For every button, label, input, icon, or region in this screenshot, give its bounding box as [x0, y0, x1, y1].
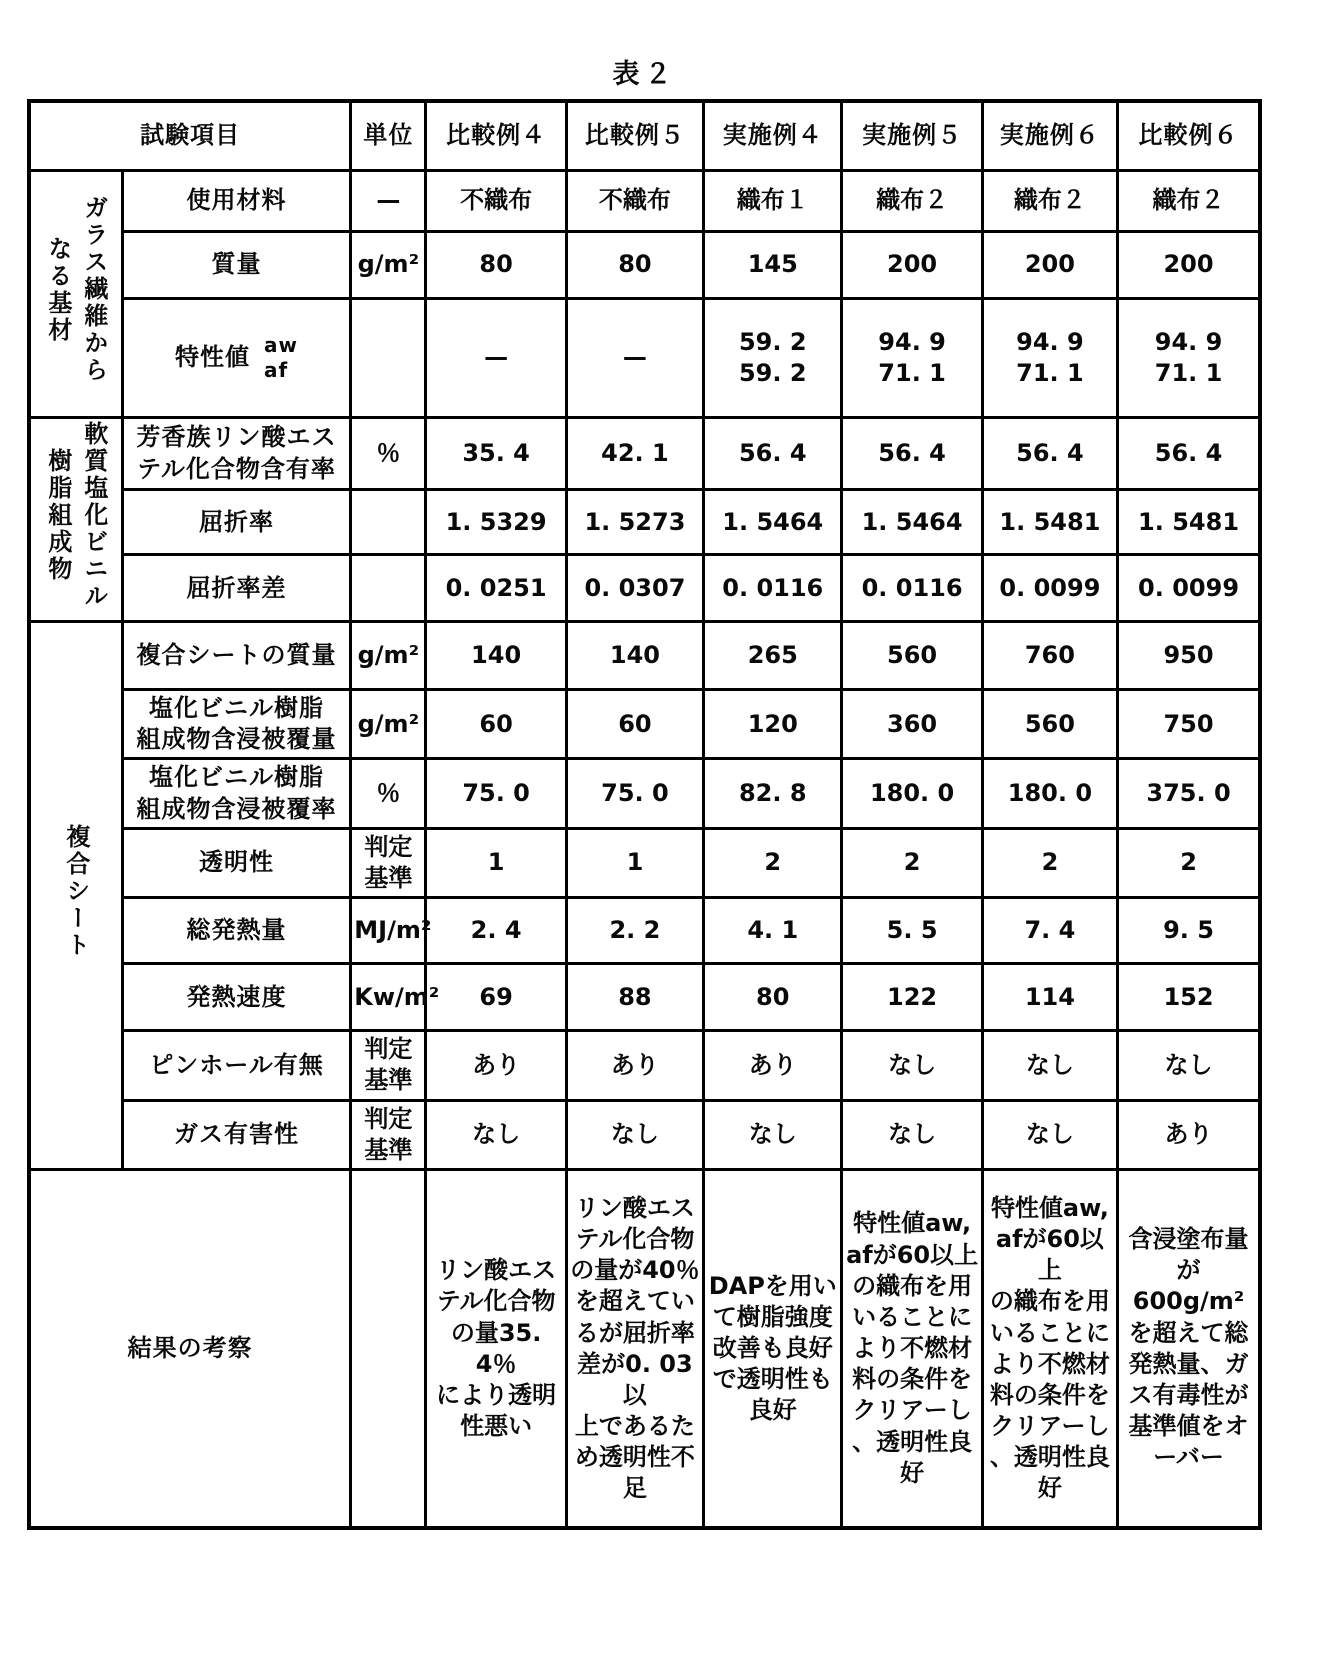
value-cell: 0. 0116	[704, 555, 842, 622]
vertical-text: 複合シート	[61, 823, 90, 959]
unit-cell: —	[351, 170, 426, 231]
comment-cell: 特性値aw, afが60以上 の織布を用 いることに より不燃材 料の条件を クリアーし 、透明性良 好	[842, 1169, 982, 1528]
comment-cell: リン酸エス テル化合物 の量が40％ を超えてい るが屈折率 差が0. 03以 上であるた め透明性不 足	[566, 1169, 703, 1528]
table-row-refractive-index-difference	[29, 555, 1260, 622]
header-col-ex6: 実施例６	[982, 101, 1117, 170]
value-cell: 80	[566, 231, 703, 298]
value-cell: 56. 4	[842, 417, 982, 490]
value-cell: 56. 4	[982, 417, 1117, 490]
value-cell: 200	[982, 231, 1117, 298]
row-label: 透明性	[122, 828, 351, 897]
value-cell: なし	[842, 1100, 982, 1169]
value-cell: あり	[704, 1031, 842, 1100]
value-cell: 122	[842, 964, 982, 1031]
value-cell: 60	[426, 690, 566, 759]
header-row	[29, 101, 1260, 170]
table-row-characteristic-value	[29, 298, 1260, 417]
row-label: 使用材料	[122, 170, 351, 231]
value-cell: 60	[566, 690, 703, 759]
value-cell: なし	[982, 1031, 1117, 1100]
value-cell: 375. 0	[1118, 759, 1260, 828]
unit-cell	[351, 490, 426, 555]
table-row-mass	[29, 231, 1260, 298]
header-col-comp4: 比較例４	[426, 101, 566, 170]
row-label-sub: aw af	[264, 332, 298, 382]
value-cell: 4. 1	[704, 898, 842, 964]
results-table	[27, 99, 1262, 1530]
table-row-composite-sheet-mass	[29, 622, 1260, 690]
value-cell: あり	[426, 1031, 566, 1100]
value-cell: なし	[982, 1100, 1117, 1169]
comment-cell: DAPを用い て樹脂強度 改善も良好 で透明性も 良好	[704, 1169, 842, 1528]
row-label: 屈折率差	[122, 555, 351, 622]
value-cell: 35. 4	[426, 417, 566, 490]
table-row-refractive-index	[29, 490, 1260, 555]
row-label: ピンホール有無	[122, 1031, 351, 1100]
table-row-pvc-coating-amount	[29, 690, 1260, 759]
unit-cell: 判定 基準	[351, 1100, 426, 1169]
table-row-result-discussion	[29, 1169, 1260, 1528]
value-cell: 94. 9 71. 1	[1118, 298, 1260, 417]
value-cell: 2	[842, 828, 982, 897]
group-label-soft-pvc-resin	[29, 417, 122, 621]
value-cell: 75. 0	[426, 759, 566, 828]
value-cell: なし	[704, 1100, 842, 1169]
value-cell: 1. 5464	[842, 490, 982, 555]
value-cell: —	[426, 298, 566, 417]
value-cell: 0. 0251	[426, 555, 566, 622]
value-cell: 9. 5	[1118, 898, 1260, 964]
value-cell: 1. 5273	[566, 490, 703, 555]
header-unit: 単位	[351, 101, 426, 170]
value-cell: 織布２	[982, 170, 1117, 231]
value-cell: 75. 0	[566, 759, 703, 828]
value-cell: 88	[566, 964, 703, 1031]
value-cell: —	[566, 298, 703, 417]
table-row-total-heat-release	[29, 898, 1260, 964]
value-cell: 2. 2	[566, 898, 703, 964]
value-cell: なし	[842, 1031, 982, 1100]
value-cell: 0. 0307	[566, 555, 703, 622]
value-cell: 1. 5329	[426, 490, 566, 555]
value-cell: 1. 5481	[1118, 490, 1260, 555]
value-cell: なし	[1118, 1031, 1260, 1100]
value-cell: 不織布	[426, 170, 566, 231]
vertical-text: ガラス繊維から なる基材	[43, 195, 108, 385]
unit-cell: g/m²	[351, 690, 426, 759]
header-col-comp5: 比較例５	[566, 101, 703, 170]
value-cell: 1. 5464	[704, 490, 842, 555]
table-row-gas-toxicity	[29, 1100, 1260, 1169]
value-cell: 0. 0099	[982, 555, 1117, 622]
value-cell: 760	[982, 622, 1117, 690]
value-cell: 1	[566, 828, 703, 897]
comment-cell: 含浸塗布量 が600g/m² を超えて総 発熱量、ガ ス有毒性が 基準値をオ ーバー	[1118, 1169, 1260, 1528]
value-cell: 0. 0099	[1118, 555, 1260, 622]
value-cell: 織布２	[1118, 170, 1260, 231]
value-cell: なし	[566, 1100, 703, 1169]
value-cell: 200	[1118, 231, 1260, 298]
value-cell: 80	[426, 231, 566, 298]
table-row-pvc-coating-rate	[29, 759, 1260, 828]
value-cell: 82. 8	[704, 759, 842, 828]
footer-label: 結果の考察	[29, 1169, 351, 1528]
value-cell: 360	[842, 690, 982, 759]
value-cell: 2	[982, 828, 1117, 897]
value-cell: 2	[704, 828, 842, 897]
table-row-phosphate-content	[29, 417, 1260, 490]
row-label: ガス有害性	[122, 1100, 351, 1169]
value-cell: 120	[704, 690, 842, 759]
unit-cell	[351, 298, 426, 417]
table-row-material	[29, 170, 1260, 231]
vertical-text: 軟質塩化ビニル 樹脂組成物	[43, 420, 108, 610]
row-label	[122, 298, 351, 417]
value-cell: あり	[1118, 1100, 1260, 1169]
row-label: 塩化ビニル樹脂 組成物含浸被覆量	[122, 690, 351, 759]
value-cell: 80	[704, 964, 842, 1031]
unit-cell: MJ/m²	[351, 898, 426, 964]
header-col-ex5: 実施例５	[842, 101, 982, 170]
value-cell: 2. 4	[426, 898, 566, 964]
value-cell: 560	[842, 622, 982, 690]
table-row-heat-release-rate	[29, 964, 1260, 1031]
unit-cell: ％	[351, 417, 426, 490]
row-label: 総発熱量	[122, 898, 351, 964]
value-cell: 265	[704, 622, 842, 690]
table-row-pinhole	[29, 1031, 1260, 1100]
value-cell: 94. 9 71. 1	[982, 298, 1117, 417]
value-cell: 950	[1118, 622, 1260, 690]
value-cell: 42. 1	[566, 417, 703, 490]
page-title: 表２	[612, 59, 677, 90]
value-cell: 56. 4	[1118, 417, 1260, 490]
value-cell: 140	[566, 622, 703, 690]
unit-cell: Kw/m²	[351, 964, 426, 1031]
value-cell: 152	[1118, 964, 1260, 1031]
row-label: 芳香族リン酸エス テル化合物含有率	[122, 417, 351, 490]
row-label: 塩化ビニル樹脂 組成物含浸被覆率	[122, 759, 351, 828]
group-label-glass-fiber-substrate	[29, 170, 122, 417]
unit-cell	[351, 555, 426, 622]
row-label: 屈折率	[122, 490, 351, 555]
value-cell: 180. 0	[982, 759, 1117, 828]
value-cell: 56. 4	[704, 417, 842, 490]
value-cell: 織布２	[842, 170, 982, 231]
row-label-text: 特性値	[175, 343, 250, 372]
unit-cell: 判定 基準	[351, 1031, 426, 1100]
value-cell: 140	[426, 622, 566, 690]
value-cell: 94. 9 71. 1	[842, 298, 982, 417]
value-cell: 1. 5481	[982, 490, 1117, 555]
row-label: 複合シートの質量	[122, 622, 351, 690]
value-cell: 180. 0	[842, 759, 982, 828]
value-cell: 織布１	[704, 170, 842, 231]
unit-cell: ％	[351, 759, 426, 828]
unit-cell: g/m²	[351, 231, 426, 298]
value-cell: なし	[426, 1100, 566, 1169]
comment-cell: リン酸エス テル化合物 の量35. 4％ により透明 性悪い	[426, 1169, 566, 1528]
unit-cell: 判定 基準	[351, 828, 426, 897]
value-cell: 2	[1118, 828, 1260, 897]
value-cell: 560	[982, 690, 1117, 759]
group-label-composite-sheet	[29, 622, 122, 1170]
value-cell: 59. 2 59. 2	[704, 298, 842, 417]
unit-cell: g/m²	[351, 622, 426, 690]
header-col-comp6: 比較例６	[1118, 101, 1260, 170]
label-with-subscript	[126, 333, 348, 383]
value-cell: 不織布	[566, 170, 703, 231]
value-cell: 750	[1118, 690, 1260, 759]
value-cell: 145	[704, 231, 842, 298]
table-row-transparency	[29, 828, 1260, 897]
header-test-item: 試験項目	[29, 101, 351, 170]
row-label: 質量	[122, 231, 351, 298]
comment-cell: 特性値aw, afが60以上 の織布を用 いることに より不燃材 料の条件を クリアーし 、透明性良 好	[982, 1169, 1117, 1528]
row-label: 発熱速度	[122, 964, 351, 1031]
value-cell: あり	[566, 1031, 703, 1100]
header-col-ex4: 実施例４	[704, 101, 842, 170]
unit-cell-empty	[351, 1169, 426, 1528]
value-cell: 0. 0116	[842, 555, 982, 622]
value-cell: 200	[842, 231, 982, 298]
value-cell: 114	[982, 964, 1117, 1031]
value-cell: 69	[426, 964, 566, 1031]
value-cell: 5. 5	[842, 898, 982, 964]
value-cell: 1	[426, 828, 566, 897]
value-cell: 7. 4	[982, 898, 1117, 964]
